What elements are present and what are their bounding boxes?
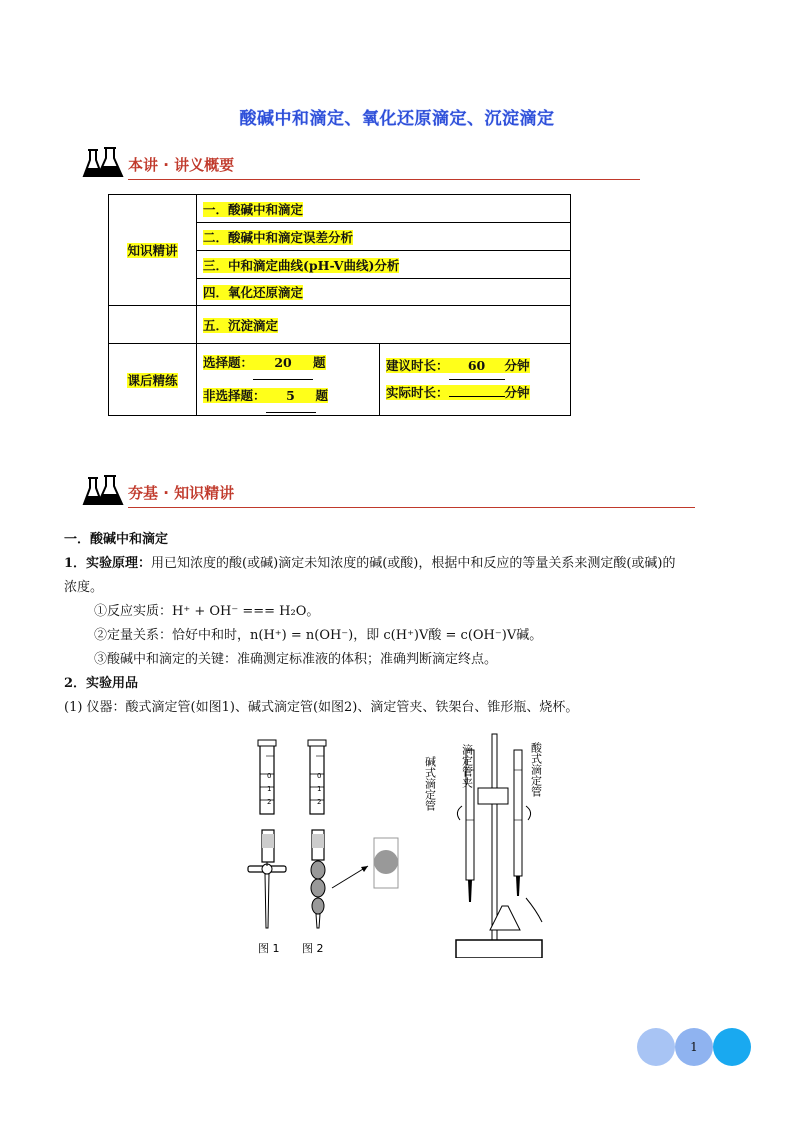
- arrow-head: [361, 866, 368, 872]
- suggest-value: 60: [449, 353, 505, 380]
- section-header-knowledge: [82, 474, 695, 512]
- tick-label: 1: [267, 785, 272, 793]
- base-burette-label: 碱式滴定管: [423, 756, 437, 811]
- content-body: [64, 528, 744, 720]
- burette-figure: [240, 730, 560, 958]
- choice-label: 选择题：: [203, 354, 254, 370]
- choice-unit: 题: [313, 354, 326, 370]
- topic-cell: [197, 251, 571, 279]
- page-indicator: [637, 1028, 755, 1068]
- topic-cell: [197, 195, 571, 223]
- section-header-overview: [82, 146, 640, 184]
- tick-label: 0: [267, 772, 272, 780]
- document-title: 酸碱中和滴定、氧化还原滴定、沉淀滴定: [239, 109, 555, 129]
- clamp-label: 滴定管夹: [460, 744, 474, 788]
- actual-value: [449, 396, 505, 397]
- topic-cell: [197, 279, 571, 306]
- heading-acid-base-titration: 一．酸碱中和滴定: [64, 532, 169, 547]
- acid-burette-stopcock: [248, 830, 286, 928]
- nonchoice-label: 非选择题：: [203, 387, 266, 403]
- acid-burette-label: 酸式滴定管: [529, 742, 543, 797]
- topic-4: 四．氧化还原滴定: [203, 285, 304, 300]
- choice-value: 20: [253, 347, 313, 380]
- tick-label: 2: [317, 798, 322, 806]
- dot-light: [637, 1028, 675, 1066]
- section-rule: [128, 507, 695, 508]
- topic-5: 五．沉淀滴定: [203, 317, 279, 333]
- base-burette-rubber-tube: [311, 830, 325, 928]
- principle-label: 1．实验原理：: [64, 556, 152, 571]
- section-title: 夯基 · 知识精讲: [128, 484, 235, 502]
- paragraph-instruments: (1) 仪器：酸式滴定管(如图1)、碱式滴定管(如图2)、滴定管夹、铁架台、锥形瓶、烧杯。: [64, 700, 579, 715]
- principle-continued: 浓度。: [64, 580, 104, 595]
- nonchoice-row: [203, 380, 373, 413]
- paragraph-principle: [64, 552, 744, 576]
- practice-cell: [109, 344, 197, 416]
- knowledge-cell: [109, 195, 197, 306]
- principle-text: 用已知浓度的酸(或碱)滴定未知浓度的碱(或酸)，根据中和反应的等量关系来测定酸(或碱)的: [151, 556, 676, 571]
- tick-label: 2: [267, 798, 272, 806]
- flask-icon: [82, 474, 126, 510]
- choice-row: [203, 347, 373, 380]
- suggest-label: 建议时长：: [386, 358, 449, 373]
- glass-bead-zoom: [374, 838, 398, 888]
- tick-label: 0: [317, 772, 322, 780]
- actual-row: [386, 380, 564, 406]
- list-item: ①反应实质：H⁺ + OH⁻ === H₂O。: [94, 604, 320, 619]
- dot-dark: [713, 1028, 751, 1066]
- heading-equipment: 2．实验用品: [64, 676, 139, 691]
- figure-1-caption: 图 1: [258, 942, 280, 955]
- knowledge-label: 知识精讲: [127, 243, 178, 258]
- topic-1: 一．酸碱中和滴定: [203, 201, 304, 217]
- suggest-unit: 分钟: [504, 358, 530, 373]
- practice-label: 课后精练: [127, 372, 178, 388]
- list-item: ③酸碱中和滴定的关键：准确测定标准液的体积；准确判断滴定终点。: [94, 652, 498, 667]
- nonchoice-unit: 题: [315, 387, 329, 403]
- actual-label: 实际时长：: [386, 385, 449, 400]
- topic-cell: [197, 223, 571, 251]
- topic-3: 三．中和滴定曲线(pH-V曲线)分析: [203, 257, 400, 273]
- nonchoice-value: 5: [266, 380, 316, 413]
- topic-cell: [197, 306, 571, 344]
- list-item: ②定量关系：恰好中和时，n(H⁺) = n(OH⁻)，即 c(H⁺)V酸 = c(OH⁻)V碱。: [94, 628, 543, 643]
- actual-unit: 分钟: [504, 385, 530, 400]
- question-count-cell: [197, 344, 380, 416]
- time-cell: [380, 344, 571, 416]
- section-title: 本讲 · 讲义概要: [128, 156, 235, 174]
- section-rule: [128, 179, 640, 180]
- empty-cell: [109, 306, 197, 344]
- tick-label: 1: [317, 785, 322, 793]
- flask-icon: [82, 146, 126, 182]
- page-number: 1: [690, 1040, 698, 1054]
- figure-2-caption: 图 2: [302, 942, 324, 955]
- topic-2: 二．酸碱中和滴定误差分析: [203, 229, 354, 245]
- suggest-row: [386, 353, 564, 380]
- overview-table: [108, 194, 571, 416]
